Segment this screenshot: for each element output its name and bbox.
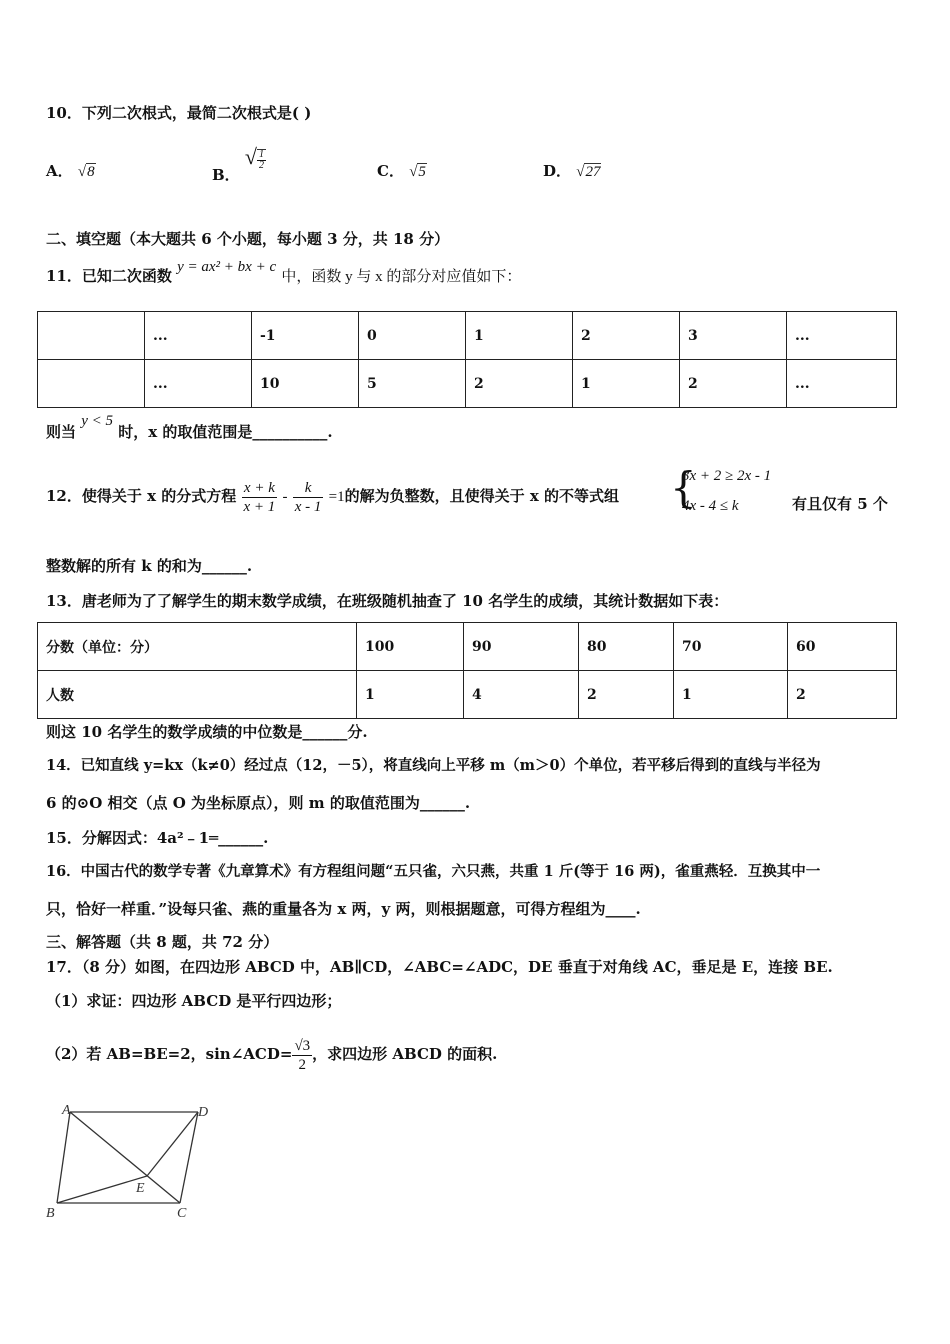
table-cell: 3 [680, 312, 787, 360]
q16-line-1: 16．中国古代的数学专著《九章算术》有方程组问题“五只雀，六只燕，共重 1 斤(等于 16 两)，雀重燕轻．互换其中一 [46, 863, 821, 880]
q17-part-1: （1）求证：四边形 ABCD 是平行四边形； [46, 992, 342, 1010]
table-cell: 2 [788, 671, 897, 719]
q13-table [37, 622, 897, 719]
table-cell: ... [145, 360, 252, 408]
q13-stem: 13．唐老师为了了解学生的期末数学成绩，在班级随机抽查了 10 名学生的成绩，其统计数据如下表： [46, 592, 729, 610]
q12-suffix: 有且仅有 5 个 [792, 495, 888, 513]
q17-stem: 17．（8 分）如图，在四边形 ABCD 中，AB∥CD，∠ABC=∠ADC，DE 垂直于对角线 AC，垂足是 E，连接 BE. [46, 958, 833, 976]
table-cell: ... [787, 360, 897, 408]
q10-option-b[interactable] [212, 144, 266, 184]
table-cell: 90 [464, 623, 579, 671]
vertex-label-b: B [46, 1206, 55, 1221]
table-row [38, 623, 897, 671]
parallelogram-figure [40, 1100, 220, 1222]
table-cell: 100 [357, 623, 464, 671]
option-label: C． [377, 162, 404, 180]
q13-followup: 则这 10 名学生的数学成绩的中位数是______分. [46, 723, 368, 741]
vertex-label-c: C [177, 1206, 187, 1221]
table-row [38, 360, 897, 408]
q14-line-1: 14．已知直线 y=kx（k≠0）经过点（12，－5），将直线向上平移 m（m＞0）个单位，若平移后得到的直线与半径为 [46, 757, 821, 774]
q17-part-2: （2）若 AB=BE=2，sin∠ACD= $\frac{√3}{2}$ ，求四边形 ABCD 的面积. [46, 1037, 498, 1073]
point-label-e: E [136, 1181, 145, 1196]
segment-dc [180, 1112, 198, 1203]
table-cell: 1 [466, 312, 573, 360]
table-cell: 2 [680, 360, 787, 408]
q11-table [37, 311, 897, 408]
table-row [38, 312, 897, 360]
section-3-title: 三、解答题（共 8 题，共 72 分） [46, 933, 279, 951]
q10-option-c[interactable] [377, 160, 427, 181]
option-label: A． [46, 162, 73, 180]
q16-line-2: 只，恰好一样重．”设每只雀、燕的重量各为 x 两，y 两，则根据题意，可得方程组为____. [46, 900, 641, 918]
q10-stem: 10．下列二次根式，最简二次根式是( ) [46, 104, 312, 122]
table-cell: 人数 [38, 671, 357, 719]
segment-be [57, 1176, 147, 1203]
q14-line-2: 6 的⊙O 相交（点 O 为坐标原点），则 m 的取值范围为______. [46, 794, 471, 812]
sin-fraction: $\frac{√3}{2}$ [294, 1037, 311, 1073]
fraction-1: $\frac{x + k}{x + 1}$ [243, 479, 276, 515]
vertex-label-a: A [62, 1103, 71, 1118]
q15-text: 15．分解因式：4a²﹣1═______. [46, 829, 269, 847]
option-label: D． [543, 162, 572, 180]
quadratic-formula: y = ax² + bx + c [177, 259, 277, 275]
table-cell: 1 [573, 360, 680, 408]
table-cell: 5 [359, 360, 466, 408]
q10-option-a[interactable] [46, 160, 96, 181]
table-cell: ... [787, 312, 897, 360]
table-cell [38, 360, 145, 408]
sqrt-expression: √5 [409, 164, 426, 180]
table-cell: 分数（单位：分） [38, 623, 357, 671]
q11-stem: 11．已知二次函数 y = ax² + bx + c 中，函数 y 与 x 的部分对应值如下： [46, 259, 522, 285]
q10-option-d[interactable] [543, 160, 601, 181]
option-label: B． [212, 166, 240, 184]
sqrt-fraction: $\frac{1}{2}$ [259, 149, 264, 171]
table-cell: 4 [464, 671, 579, 719]
q11-followup: 则当 y < 5 时，x 的取值范围是__________. [46, 413, 333, 441]
table-cell: 1 [357, 671, 464, 719]
table-cell: -1 [252, 312, 359, 360]
table-cell: ... [145, 312, 252, 360]
section-2-title: 二、填空题（本大题共 6 个小题，每小题 3 分，共 18 分） [46, 230, 450, 248]
table-cell [38, 312, 145, 360]
sqrt-expression: √8 [77, 164, 95, 180]
table-cell: 0 [359, 312, 466, 360]
sqrt-expression: √ [244, 144, 257, 169]
table-cell: 2 [579, 671, 674, 719]
diagonal-ac [70, 1112, 180, 1203]
table-row [38, 671, 897, 719]
table-cell: 70 [674, 623, 788, 671]
table-cell: 60 [788, 623, 897, 671]
table-cell: 2 [466, 360, 573, 408]
vertex-label-d: D [198, 1105, 209, 1120]
table-cell: 1 [674, 671, 788, 719]
table-cell: 2 [573, 312, 680, 360]
sqrt-expression: √27 [576, 164, 601, 180]
q12-stem: 12．使得关于 x 的分式方程 $\frac{x + k}{x + 1}$ - $\frac{k}{x - 1}$ =1的解为负整数，且使得关于 x 的不等式组 [46, 479, 619, 515]
fraction-2: $\frac{k}{x - 1}$ [294, 479, 322, 515]
table-cell: 10 [252, 360, 359, 408]
q12-line-2: 整数解的所有 k 的和为______. [46, 557, 253, 575]
condition-expression: y < 5 [81, 413, 114, 429]
table-cell: 80 [579, 623, 674, 671]
segment-de [147, 1112, 198, 1176]
segment-ab [57, 1112, 70, 1203]
